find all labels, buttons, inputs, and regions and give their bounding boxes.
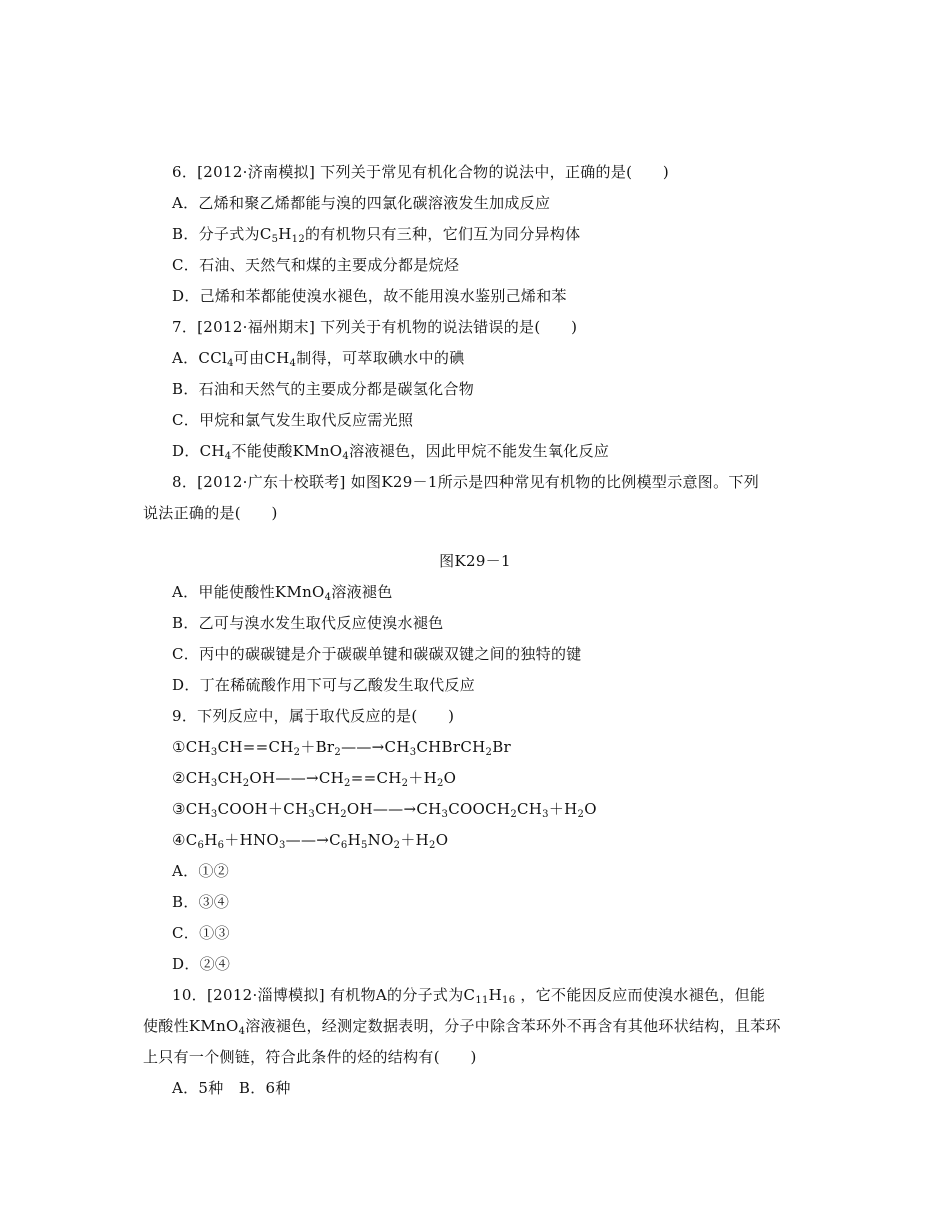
question-9-stem: 9．下列反应中，属于取代反应的是( ) bbox=[172, 707, 455, 725]
reaction-1: $①CH_3CH==CH_2+Br_2——\to CH_3CHBrCH_2Br$ bbox=[172, 738, 511, 758]
reaction-4: $④C_6H_6+HNO_3——\to C_6H_5NO_2+H_2O$ bbox=[172, 831, 449, 851]
question-6-option-d: D．己烯和苯都能使溴水褪色，故不能用溴水鉴别己烯和苯 bbox=[172, 287, 567, 305]
question-7-option-d: D．$CH_4$不能使酸KMnO$_4$溶液褪色，因此甲烷不能发生氧化反应 bbox=[172, 442, 610, 462]
question-7-option-b: B．石油和天然气的主要成分都是碳氢化合物 bbox=[172, 380, 475, 398]
question-7-option-c: C．甲烷和氯气发生取代反应需光照 bbox=[172, 411, 414, 429]
question-8-option-c: C．丙中的碳碳键是介于碳碳单键和碳碳双键之间的独特的键 bbox=[172, 645, 582, 663]
question-9-option-b: B．③④ bbox=[172, 893, 230, 911]
reaction-3: $③CH_3COOH+CH_3CH_2OH——\to CH_3COOCH_2CH_3+H_2O$ bbox=[172, 800, 597, 820]
question-9-option-d: D．②④ bbox=[172, 955, 231, 973]
question-9-option-a: A．①② bbox=[172, 862, 230, 880]
question-8-option-a: A．甲能使酸性KMnO$_4$溶液褪色 bbox=[172, 583, 393, 603]
question-8-option-d: D．丁在稀硫酸作用下可与乙酸发生取代反应 bbox=[172, 676, 476, 694]
figure-caption: 图K29－1 bbox=[439, 552, 511, 570]
question-8-stem-line-1: 8．[2012·广东十校联考] 如图K29－1所示是四种常见有机物的比例模型示意图。下列 bbox=[172, 473, 759, 491]
question-6-option-a: A．乙烯和聚乙烯都能与溴的四氯化碳溶液发生加成反应 bbox=[172, 194, 551, 212]
figure-placeholder bbox=[200, 530, 750, 544]
question-6-option-c: C．石油、天然气和煤的主要成分都是烷烃 bbox=[172, 256, 460, 274]
reaction-2: $②CH_3CH_2OH——\to CH_2==CH_2+H_2O$ bbox=[172, 769, 457, 789]
question-8-option-b: B．乙可与溴水发生取代反应使溴水褪色 bbox=[172, 614, 444, 632]
question-10-options: A．5种 B．6种 bbox=[172, 1079, 291, 1097]
question-10-stem-line-2: 使酸性KMnO$_4$溶液褪色，经测定数据表明，分子中除含苯环外不再含有其他环状结构，且苯环 bbox=[143, 1017, 781, 1037]
question-10-stem-line-3: 上只有一个侧链，符合此条件的烃的结构有( ) bbox=[143, 1048, 477, 1066]
question-6-stem: 6．[2012·济南模拟] 下列关于常见有机化合物的说法中，正确的是( ) bbox=[172, 163, 670, 181]
question-6-option-b: B．分子式为$C_5H_{12}$的有机物只有三种，它们互为同分异构体 bbox=[172, 225, 581, 245]
question-8-stem-line-2: 说法正确的是( ) bbox=[143, 504, 278, 522]
question-7-stem: 7．[2012·福州期末] 下列关于有机物的说法错误的是( ) bbox=[172, 318, 578, 336]
question-9-option-c: C．①③ bbox=[172, 924, 230, 942]
question-10-stem-line-1: 10．[2012·淄博模拟] 有机物A的分子式为$C_{11}H_{16}$ ，它不能因反应而使溴水褪色，但能 bbox=[172, 986, 766, 1006]
question-7-option-a: A．CCl$_4$可由$CH_4$制得，可萃取碘水中的碘 bbox=[172, 349, 465, 369]
